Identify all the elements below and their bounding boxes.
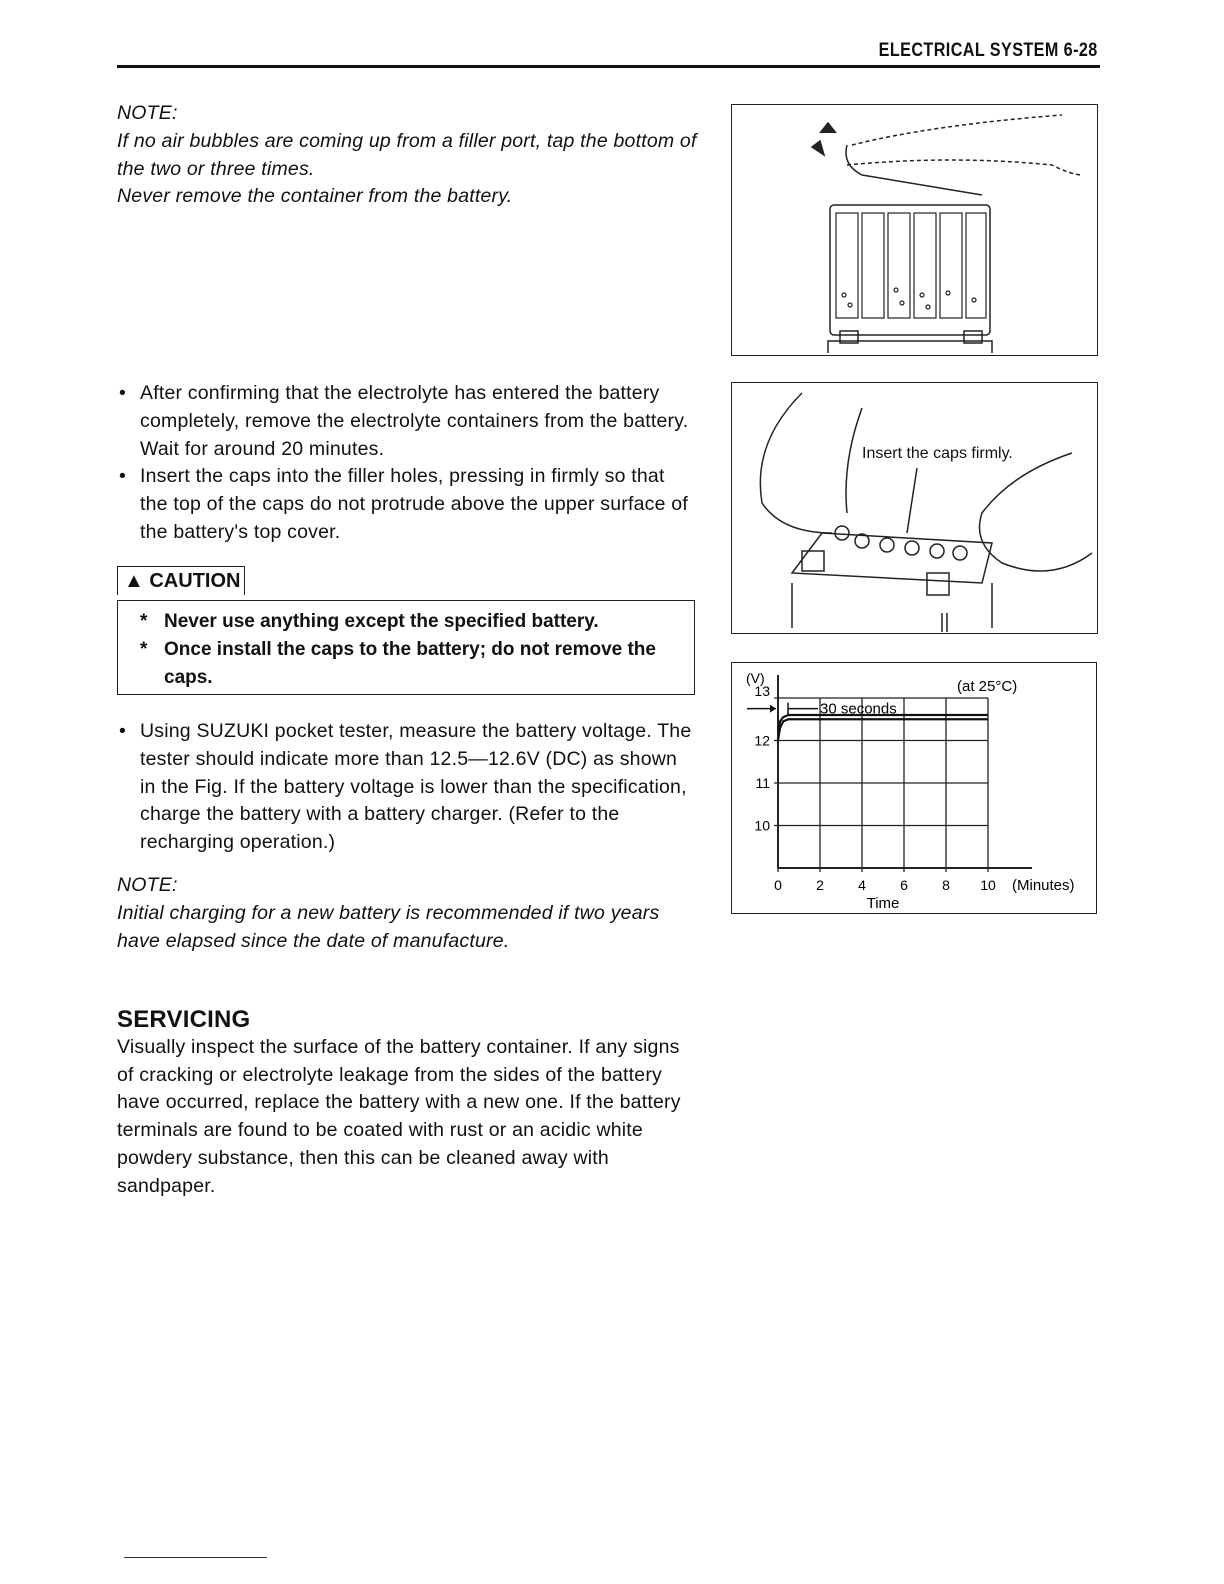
x-axis-label: Time xyxy=(866,895,900,912)
running-header xyxy=(879,40,1098,62)
x-tick-label: 8 xyxy=(942,877,950,893)
caution-item: * Never use anything except the specified battery. xyxy=(140,608,684,636)
y-tick-label: 12 xyxy=(754,732,770,749)
bullet-item: • After confirming that the electrolyte has entered the battery completely, remove the electrolyte containers from the battery. Wait for around 20 minutes. xyxy=(117,380,697,463)
figure-callout: Insert the caps firmly. xyxy=(862,445,1013,462)
y-tick-label: 13 xyxy=(754,683,770,699)
caution-item: * Once install the caps to the battery; do not remove the caps. xyxy=(140,636,684,692)
note-label: NOTE: xyxy=(117,874,178,896)
y-axis-label: (V) xyxy=(746,670,765,686)
temperature-annotation: (at 25°C) xyxy=(957,678,1018,695)
bullet-item: • Insert the caps into the filler holes, pressing in firmly so that the top of the caps do not protrude above the upper surface of the battery's top cover. xyxy=(117,463,697,546)
note-2 xyxy=(117,872,697,955)
x-tick-label: 2 xyxy=(816,877,824,893)
section-heading: SERVICING xyxy=(117,1006,251,1033)
x-tick-label: 6 xyxy=(900,877,908,893)
bullet-list-2 xyxy=(117,718,697,857)
series-line-lower xyxy=(778,719,988,740)
note-text: Initial charging for a new battery is recommended if two years have elapsed since the date of manufacture. xyxy=(117,901,660,952)
servicing-section xyxy=(117,1006,697,1201)
x-unit-label: (Minutes) xyxy=(1012,877,1075,894)
interval-annotation: 30 seconds xyxy=(820,700,897,718)
note-label: NOTE: xyxy=(117,102,178,124)
footer-rule xyxy=(124,1557,267,1558)
note-text: If no air bubbles are coming up from a filler port, tap the bottom of the two or three times. xyxy=(117,129,697,180)
caution-box xyxy=(117,600,695,695)
interval-arrow xyxy=(788,703,818,715)
caution-text: CAUTION xyxy=(149,570,241,592)
y-tick-label: 10 xyxy=(754,817,770,834)
note-1 xyxy=(117,100,697,211)
warning-triangle-icon: ▲ xyxy=(124,570,144,592)
figure-insert-caps xyxy=(731,382,1098,634)
battery-tap-illustration xyxy=(732,105,1096,354)
arrowhead xyxy=(770,705,776,713)
figure-tap-battery xyxy=(731,104,1098,356)
servicing-text: Visually inspect the surface of the battery container. If any signs of cracking or electrolyte leakage from the sides of the battery have occurred, replace the battery with a new one. If the battery terminals are found to be coated with rust or an acidic white powdery substance, then this can be cleaned away with sandpaper. xyxy=(117,1035,681,1197)
voltage-chart xyxy=(732,663,1095,912)
note-text: Never remove the container from the battery. xyxy=(117,185,513,208)
x-tick-label: 4 xyxy=(858,877,866,893)
y-tick-label: 11 xyxy=(755,775,770,791)
page-number: 6-28 xyxy=(1063,40,1098,61)
insert-caps-illustration xyxy=(732,383,1096,632)
x-tick-label: 0 xyxy=(774,877,782,893)
figure-voltage-chart xyxy=(731,662,1097,914)
bullet-item: • Using SUZUKI pocket tester, measure the battery voltage. The tester should indicate more than 12.5—12.6V (DC) as shown in the Fig. If the battery voltage is lower than the specification, charge the battery with a battery charger. (Refer to the recharging operation.) xyxy=(117,718,697,857)
x-tick-label: 10 xyxy=(980,877,996,893)
header-section: ELECTRICAL SYSTEM xyxy=(878,40,1060,61)
header-rule xyxy=(117,65,1100,68)
caution-label xyxy=(117,566,245,595)
bullet-list-1 xyxy=(117,380,697,547)
